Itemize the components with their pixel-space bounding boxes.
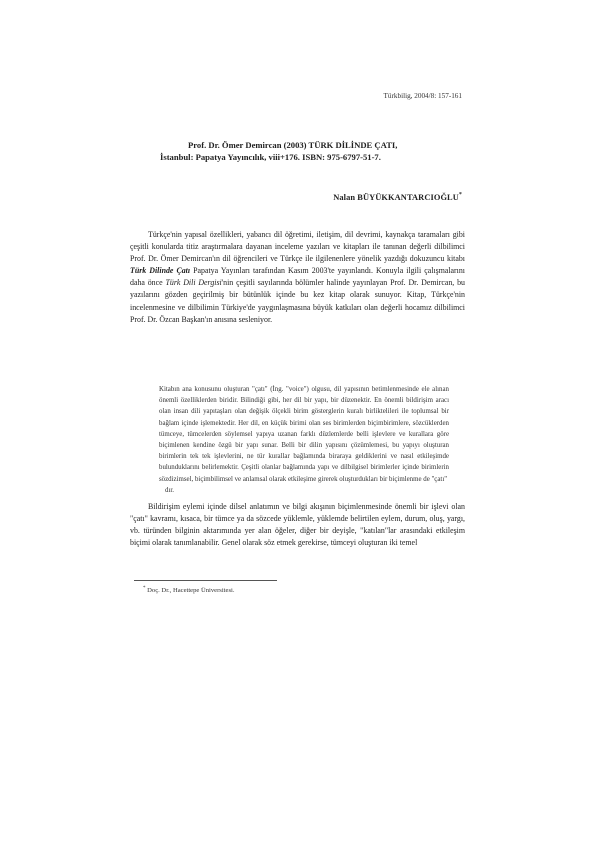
footnote bbox=[143, 586, 235, 594]
journal-reference: Türkbilig, 2004/8: 157-161 bbox=[383, 92, 462, 100]
author-name-text: Nalan BÜYÜKKANTARCIOĞLU bbox=[333, 192, 459, 202]
book-title-italic: Türk Dilinde Çatı bbox=[130, 266, 191, 276]
journal-title-italic: Türk Dili Dergisi bbox=[165, 278, 222, 288]
paragraph-1-text-a: Türkçe'nin yapısal özellikleri, yabancı dil öğretimi, iletişim, dil devrimi, kaynakça taramaları gibi çeşitli konularda titiz araştırmalara dayanan inceleme yazıları ve kitapları ile tanınan değerli dilbilimci Prof. Dr. Ömer Demircan'ın dil öğrencileri ve Türkçe ile ilgilenenlere yönelik yazdığı dokuzuncu kitabı bbox=[130, 230, 465, 264]
paragraph-1 bbox=[130, 229, 465, 326]
paragraph-2: Bildirişim eylemi içinde dilsel anlatımın ve bilgi akışının biçimlenmesinde önemli bir işlevi olan "çatı" kavramı, kısaca, bir tümce ya da sözcede yüklemle, yüklemde belirtilen eylem, durum, oluş, yargı, vb. türünden bilginin aktarımında yer alan öğeler, diğer bir deyişle, "katılan"lar arasındaki etkileşim biçimi olarak tanımlanabilir. Genel olarak söz etmek gerekirse, tümceyi oluşturan iki temel bbox=[130, 502, 465, 548]
footnote-mark: * bbox=[143, 586, 146, 591]
review-title bbox=[160, 139, 460, 163]
block-quote-tail: dır. bbox=[165, 486, 174, 494]
footnote-divider bbox=[134, 580, 277, 581]
block-quote bbox=[159, 384, 449, 496]
block-quote-text: Kitabın ana konusunu oluşturan "çatı" (İng. "voice") olgusu, dil yapısının betimlenmesinde ele alınan önemli özelliklerden biridir. Bilindiği gibi, her dil bir yapı, bir düzenektir. En önemli bildirişim aracı olan insan dili yapıtaşları olan değişik ölçekli birim gösterglerin kuralı birliktelileri ile toplumsal bir bağlam içinde işlemektedir. Her dil, en küçük birimi olan ses birimlerden biçimbirimlere, sözcüklerden tümceye, tümcelerden söylemsel yapıya uzanan farklı düzlemlerde belli işlevlere ve kurallara göre biçimlenen kendine özgü bir yapı sunar. Belli bir dilin yapısını çözümlemesi, bu yapıyı oluşturan birimlerin tek tek işlevlerini, ne tür kurallar bağlamında biraraya geldiklerini ve nasıl etkileşimde bulunduklarını belirlemektir. Çeşitli olanlar bağlamında yapı ve dilbilgisel birimlerler içinde birimlerin sözdizimsel, biçimbilimsel ve anlamsal olarak etkileşime girerek oluşturdukları bir biçimlenme de "çatı" bbox=[159, 386, 449, 483]
author-footnote-mark: * bbox=[458, 192, 462, 198]
review-title-line-1: Prof. Dr. Ömer Demircan (2003) TÜRK DİLİNDE ÇATI, bbox=[188, 140, 398, 150]
review-title-line-2: İstanbul: Papatya Yayıncılık, viii+176. ISBN: 975-6797-51-7. bbox=[160, 152, 381, 162]
paragraph-1-text-c: 'nin çeşitli sayılarında bölümler halinde yayınlayan Prof. Dr. Demircan, bu yazılarını gözden geçirilmiş bir bütünlük içinde bu kez kitap olarak sunuyor. Kitap, Türkçe'nin incelenmesine ve dilbilimin Türkiye'de yaygınlaşmasına büyük katkıları olan değerli hocamız dilbilimci Prof. Dr. Özcan Başkan'ın anısına sesleniyor. bbox=[130, 278, 465, 324]
paragraph-1-text-b: Papatya Yayınları tarafından Kasım 2003'te yayınlandı. Konuyla ilgili çalışmalarını daha önce bbox=[130, 266, 466, 288]
author-name bbox=[333, 192, 462, 202]
footnote-text: Doç. Dr., Hacettepe Üniversitesi. bbox=[145, 587, 235, 595]
